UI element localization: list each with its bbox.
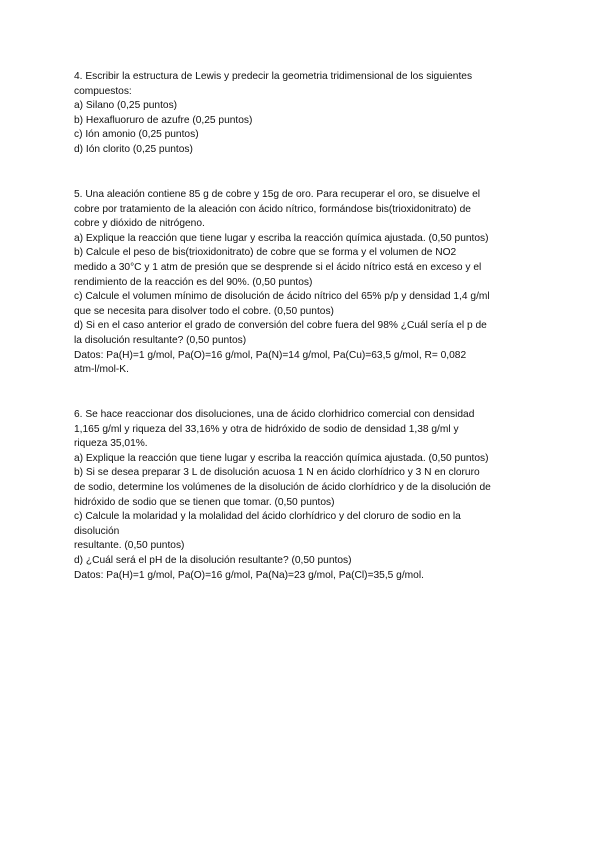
question-text-line: disolución — [74, 525, 120, 537]
question-text-line: 5. Una aleación contiene 85 g de cobre y 15g de oro. Para recuperar el oro, se disuelve el — [74, 189, 481, 200]
question-text-line: b) Si se desea preparar 3 L de disolución acuosa 1 N en ácido clorhídrico y 3 N en cloruro — [74, 467, 480, 479]
question-text-line: medido a 30°C y 1 atm de presión que se desprende si el ácido nítrico está en exceso y el — [74, 261, 482, 273]
question-text-line: riqueza 35,01%. — [74, 438, 148, 450]
question-text-line: rendimiento de la reacción es del 90%. (0,50 puntos) — [74, 276, 313, 288]
question-text-line: cobre por tratamiento de la aleación con ácido nítrico, formándose bis(trioxidonitrato) de — [74, 203, 471, 215]
question-text-line: c) Ión amonio (0,25 puntos) — [74, 129, 199, 141]
question-text-line: b) Calcule el peso de bis(trioxidonitrato) de cobre que se forma y el volumen de NO2 — [74, 247, 457, 259]
question-text-line: a) Explique la reacción que tiene lugar y escriba la reacción química ajustada. (0,50 puntos) — [74, 452, 489, 464]
question-text-line: 4. Escribir la estructura de Lewis y predecir la geometria tridimensional de los siguientes — [74, 71, 473, 82]
question-6 — [74, 408, 534, 583]
question-text-line: atm-l/mol-K. — [74, 364, 129, 376]
question-4 — [74, 70, 534, 158]
question-text-line: 6. Se hace reaccionar dos disoluciones, una de ácido clorhidrico comercial con densidad — [74, 409, 475, 420]
question-text-line: c) Calcule el volumen mínimo de disolución de ácido nítrico del 65% p/p y densidad 1,4 g/ml — [74, 291, 490, 303]
question-text-line: que se necesita para disolver todo el cobre. (0,50 puntos) — [74, 305, 334, 317]
question-text-line: cobre y dióxido de nitrógeno. — [74, 218, 205, 230]
question-text-line: hidróxido de sodio que se tienen que tomar. (0,50 puntos) — [74, 496, 335, 508]
question-text-line: a) Explique la reacción que tiene lugar y escriba la reacción química ajustada. (0,50 puntos) — [74, 232, 489, 244]
question-text-line: resultante. (0,50 puntos) — [74, 540, 185, 552]
question-text-line: compuestos: — [74, 85, 132, 97]
question-text-line: b) Hexafluoruro de azufre (0,25 puntos) — [74, 114, 253, 126]
question-text-line: c) Calcule la molaridad y la molalidad del ácido clorhídrico y del cloruro de sodio en la — [74, 511, 461, 523]
question-text-line: d) ¿Cuál será el pH de la disolución resultante? (0,50 puntos) — [74, 554, 352, 566]
question-text-line: 1,165 g/ml y riqueza del 33,16% y otra de hidróxido de sodio de densidad 1,38 g/ml y — [74, 423, 459, 435]
question-text-line: a) Silano (0,25 puntos) — [74, 100, 178, 112]
question-text-line: d) Si en el caso anterior el grado de conversión del cobre fuera del 98% ¿Cuál sería el p de — [74, 320, 487, 332]
question-text-line: de sodio, determine los volúmenes de la disolución de ácido clorhídrico y de la disolución de — [74, 481, 491, 493]
question-5 — [74, 188, 534, 378]
question-text-line: la disolución resultante? (0,50 puntos) — [74, 334, 247, 346]
question-text-line: Datos: Pa(H)=1 g/mol, Pa(O)=16 g/mol, Pa(N)=14 g/mol, Pa(Cu)=63,5 g/mol, R= 0,082 — [74, 349, 467, 361]
question-text-line: Datos: Pa(H)=1 g/mol, Pa(O)=16 g/mol, Pa(Na)=23 g/mol, Pa(Cl)=35,5 g/mol. — [74, 569, 424, 581]
question-text-line: d) Ión clorito (0,25 puntos) — [74, 143, 193, 155]
